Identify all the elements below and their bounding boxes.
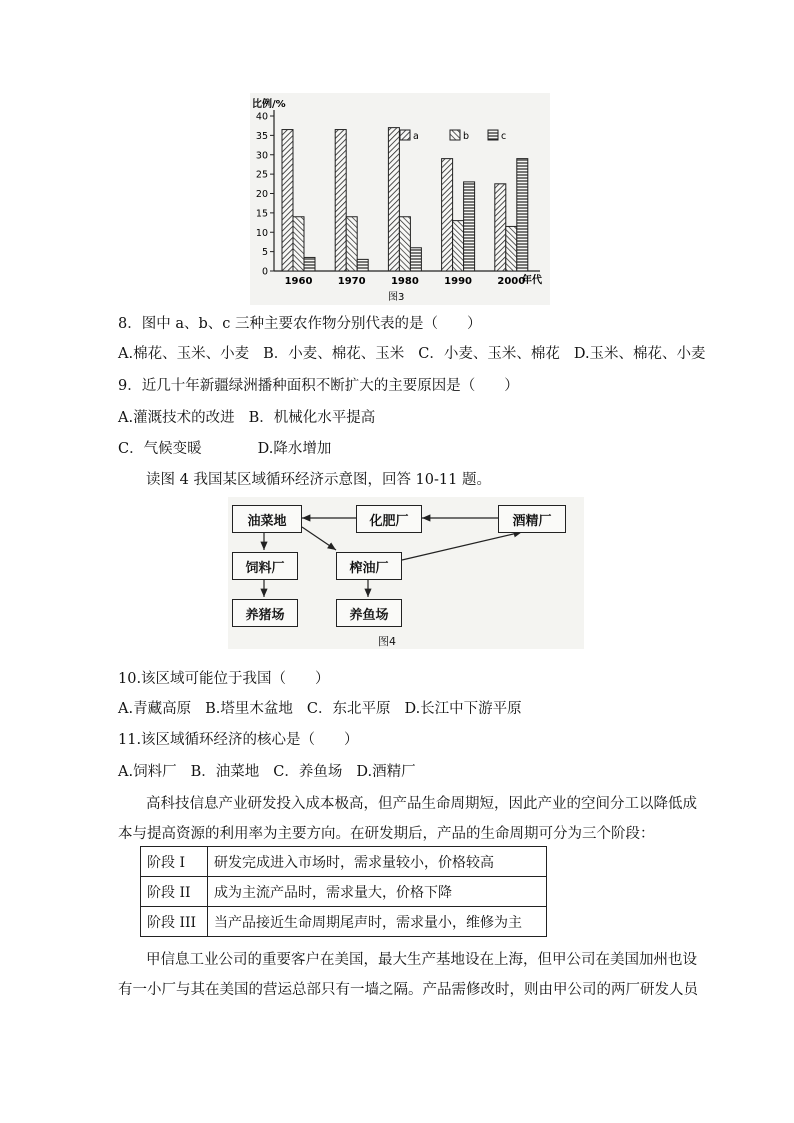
bar-a-1960 xyxy=(282,130,293,271)
x-axis-label: 年代 xyxy=(522,275,542,286)
table-row xyxy=(141,877,547,907)
q11-option-a[interactable]: A.饲料厂 xyxy=(118,764,177,780)
q8-option-d[interactable]: D.玉米、棉花、小麦 xyxy=(573,346,706,362)
passage-1-line-1: 高科技信息产业研发投入成本极高，但产品生命周期短，因此产业的空间分工以降低成 xyxy=(146,796,697,812)
question-8-options xyxy=(118,342,706,363)
y-tick-label: 10 xyxy=(255,227,268,239)
question-11-options xyxy=(118,760,430,781)
y-tick-label: 25 xyxy=(255,169,268,181)
q9-option-c[interactable]: C．气候变暖 xyxy=(118,441,202,457)
y-tick-label: 15 xyxy=(255,208,268,220)
question-10-stem: 10.该区域可能位于我国（ ） xyxy=(118,671,330,687)
x-tick-label: 1980 xyxy=(390,276,419,287)
bar-c-1980 xyxy=(410,248,421,271)
question-9-stem: 9．近几十年新疆绿洲播种面积不断扩大的主要原因是（ ） xyxy=(118,378,519,394)
q11-option-c[interactable]: C．养鱼场 xyxy=(273,764,343,780)
bar-b-1960 xyxy=(293,217,304,271)
bar-b-1990 xyxy=(453,221,464,271)
stage-description: 研发完成进入市场时，需求量较小，价格较高 xyxy=(208,847,547,877)
question-10-options xyxy=(118,697,536,718)
stage-description: 成为主流产品时，需求量大，价格下降 xyxy=(208,877,547,907)
stage-name: 阶段 III xyxy=(141,907,208,937)
figure-4-intro: 读图 4 我国某区域循环经济示意图，回答 10-11 题。 xyxy=(146,472,491,488)
q10-option-d[interactable]: D.长江中下游平原 xyxy=(404,701,522,717)
figure-3-bar-chart xyxy=(250,93,550,305)
legend-swatch-b xyxy=(450,130,460,140)
q9-option-d[interactable]: D.降水增加 xyxy=(257,441,332,457)
passage-2-line-2: 有一小厂与其在美国的营运总部只有一墙之隔。产品需修改时，则由甲公司的两厂研发人员 xyxy=(118,982,698,998)
q11-option-b[interactable]: B．油菜地 xyxy=(190,764,260,780)
node-fish-farm: 养鱼场 xyxy=(336,599,402,627)
q8-option-a[interactable]: A.棉花、玉米、小麦 xyxy=(118,346,250,362)
stage-name: 阶段 II xyxy=(141,877,208,907)
q10-option-a[interactable]: A.青藏高原 xyxy=(118,701,192,717)
y-tick-label: 30 xyxy=(255,150,268,162)
question-11-stem: 11.该区域循环经济的核心是（ ） xyxy=(118,732,359,748)
legend-swatch-a xyxy=(400,130,410,140)
bar-c-1990 xyxy=(464,182,475,271)
y-tick-label: 35 xyxy=(255,130,268,142)
passage-2-line-1: 甲信息工业公司的重要客户在美国，最大生产基地设在上海，但甲公司在美国加州也设 xyxy=(146,952,697,968)
question-9-options-row2 xyxy=(118,437,345,458)
q8-option-c[interactable]: C．小麦、玉米、棉花 xyxy=(418,346,560,362)
bar-b-2000 xyxy=(506,226,517,271)
bar-c-2000 xyxy=(517,159,528,271)
bar-c-1960 xyxy=(304,257,315,271)
node-fertilizer-plant: 化肥厂 xyxy=(356,505,422,533)
x-tick-label: 1960 xyxy=(284,276,313,287)
arrow-oil-to-alcohol xyxy=(402,532,522,560)
legend-swatch-c xyxy=(488,130,498,140)
y-tick-label: 5 xyxy=(261,247,268,259)
legend-label-a: a xyxy=(413,131,419,142)
node-pig-farm: 养猪场 xyxy=(232,599,298,627)
stage-name: 阶段 I xyxy=(141,847,208,877)
y-tick-label: 20 xyxy=(255,189,268,200)
q9-option-a[interactable]: A.灌溉技术的改进 xyxy=(118,410,235,426)
bar-a-1980 xyxy=(388,128,399,271)
table-row xyxy=(141,907,547,937)
chart-caption: 图3 xyxy=(388,292,405,303)
node-alcohol-plant: 酒精厂 xyxy=(498,505,566,533)
product-lifecycle-table xyxy=(140,846,547,937)
table-row xyxy=(141,847,547,877)
x-tick-label: 1970 xyxy=(337,276,366,287)
q11-option-d[interactable]: D.酒精厂 xyxy=(356,764,416,780)
bar-a-2000 xyxy=(495,184,506,271)
x-tick-label: 1990 xyxy=(444,276,473,287)
y-axis-label: 比例/% xyxy=(252,99,286,110)
y-tick-label: 0 xyxy=(261,266,268,278)
bar-c-1970 xyxy=(357,259,368,271)
q10-option-b[interactable]: B.塔里木盆地 xyxy=(205,701,293,717)
q8-option-b[interactable]: B．小麦、棉花、玉米 xyxy=(263,346,405,362)
figure-4-diagram xyxy=(228,497,584,649)
y-tick-label: 40 xyxy=(255,111,268,123)
node-feed-plant: 饲料厂 xyxy=(232,552,298,580)
stage-description: 当产品接近生命周期尾声时，需求量小，维修为主 xyxy=(208,907,547,937)
bar-a-1990 xyxy=(442,159,453,271)
figure-4-caption: 图4 xyxy=(378,635,396,648)
q9-option-b[interactable]: B．机械化水平提高 xyxy=(248,410,376,426)
question-9-options-row1 xyxy=(118,406,389,427)
legend-label-c: c xyxy=(501,131,507,142)
q10-option-c[interactable]: C．东北平原 xyxy=(306,701,391,717)
arrow-rapeseed-to-oil xyxy=(302,527,336,550)
bar-a-1970 xyxy=(335,130,346,271)
x-tick-label: 2000 xyxy=(497,276,526,287)
question-8-stem: 8．图中 a、b、c 三种主要农作物分别代表的是（ ） xyxy=(118,316,482,332)
bar-b-1980 xyxy=(399,217,410,271)
bar-b-1970 xyxy=(346,217,357,271)
passage-1-line-2: 本与提高资源的利用率为主要方向。在研发期后，产品的生命周期可分为三个阶段： xyxy=(118,826,655,842)
node-rapeseed-field: 油菜地 xyxy=(232,505,302,533)
legend-label-b: b xyxy=(463,131,470,142)
chart-svg xyxy=(250,93,550,305)
node-oil-press: 榨油厂 xyxy=(336,552,402,580)
